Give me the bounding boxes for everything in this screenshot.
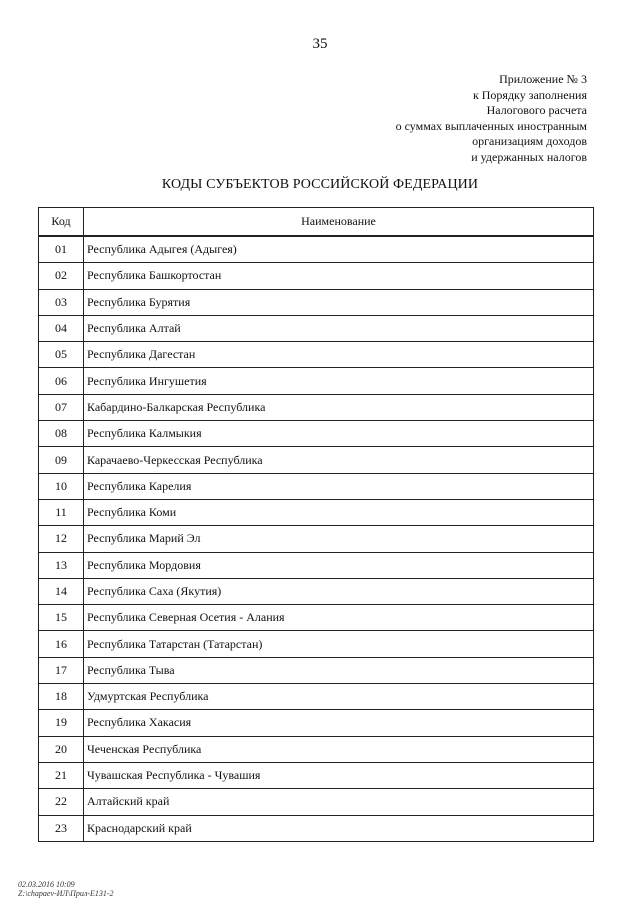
region-name-cell: Республика Дагестан [84, 342, 594, 368]
table-row [39, 236, 594, 263]
region-name-cell: Республика Мордовия [84, 552, 594, 578]
region-code-cell: 07 [39, 394, 84, 420]
region-code-cell: 03 [39, 289, 84, 315]
appendix-header [396, 72, 587, 166]
region-code-cell: 20 [39, 736, 84, 762]
region-code-cell: 22 [39, 789, 84, 815]
region-name-cell: Республика Тыва [84, 657, 594, 683]
region-name-cell: Удмуртская Республика [84, 684, 594, 710]
region-name-cell: Республика Алтай [84, 315, 594, 341]
region-name-cell: Республика Ингушетия [84, 368, 594, 394]
region-code-cell: 21 [39, 762, 84, 788]
appendix-line: организациям доходов [472, 134, 587, 149]
footer-stamp [18, 880, 114, 898]
table-row [39, 315, 594, 341]
region-name-cell: Республика Бурятия [84, 289, 594, 315]
region-name-cell: Республика Башкортостан [84, 263, 594, 289]
table-row [39, 552, 594, 578]
table-row [39, 421, 594, 447]
table-row [39, 342, 594, 368]
table-row [39, 368, 594, 394]
region-code-cell: 04 [39, 315, 84, 341]
appendix-line: к Порядку заполнения [472, 87, 587, 102]
table-header-row [39, 208, 594, 237]
region-name-cell: Чувашская Республика - Чувашия [84, 762, 594, 788]
page-number: 35 [312, 36, 328, 52]
region-code-cell: 08 [39, 421, 84, 447]
footer-file-path: Z:\chapaev-ИЛ\Прил-Е131-2 [18, 889, 114, 898]
table-row [39, 684, 594, 710]
region-code-cell: 10 [39, 473, 84, 499]
region-code-cell: 13 [39, 552, 84, 578]
table-body [39, 236, 594, 841]
document-title: КОДЫ СУБЪЕКТОВ РОССИЙСКОЙ ФЕДЕРАЦИИ [161, 177, 479, 192]
region-name-cell: Кабардино-Балкарская Республика [84, 394, 594, 420]
region-code-cell: 11 [39, 499, 84, 525]
table-row [39, 263, 594, 289]
table-row [39, 710, 594, 736]
table-row [39, 526, 594, 552]
table-row [39, 815, 594, 841]
table-row [39, 394, 594, 420]
table-row [39, 447, 594, 473]
region-name-cell: Республика Карелия [84, 473, 594, 499]
table-row [39, 657, 594, 683]
region-code-cell: 06 [39, 368, 84, 394]
table-row [39, 762, 594, 788]
region-name-cell: Республика Хакасия [84, 710, 594, 736]
column-header-code: Код [39, 208, 84, 237]
region-codes-table [38, 207, 594, 842]
footer-timestamp: 02.03.2016 10:09 [18, 880, 75, 889]
region-code-cell: 17 [39, 657, 84, 683]
region-code-cell: 16 [39, 631, 84, 657]
table-row [39, 473, 594, 499]
region-name-cell: Республика Саха (Якутия) [84, 578, 594, 604]
region-code-cell: 18 [39, 684, 84, 710]
region-code-cell: 15 [39, 605, 84, 631]
column-header-name: Наименование [84, 208, 594, 237]
region-code-cell: 01 [39, 236, 84, 263]
table-row [39, 789, 594, 815]
region-code-cell: 23 [39, 815, 84, 841]
table-row [39, 289, 594, 315]
table-row [39, 578, 594, 604]
region-name-cell: Чеченская Республика [84, 736, 594, 762]
table-row [39, 736, 594, 762]
region-name-cell: Республика Марий Эл [84, 526, 594, 552]
appendix-line: о суммах выплаченных иностранным [395, 118, 587, 133]
appendix-line: и удержанных налогов [471, 149, 587, 164]
region-name-cell: Карачаево-Черкесская Республика [84, 447, 594, 473]
region-code-cell: 14 [39, 578, 84, 604]
appendix-line: Приложение № 3 [499, 72, 587, 86]
region-name-cell: Краснодарский край [84, 815, 594, 841]
region-code-cell: 09 [39, 447, 84, 473]
table-row [39, 631, 594, 657]
table-row [39, 499, 594, 525]
region-code-cell: 05 [39, 342, 84, 368]
region-name-cell: Республика Северная Осетия - Алания [84, 605, 594, 631]
region-name-cell: Алтайский край [84, 789, 594, 815]
region-code-cell: 02 [39, 263, 84, 289]
region-code-cell: 12 [39, 526, 84, 552]
region-name-cell: Республика Калмыкия [84, 421, 594, 447]
region-name-cell: Республика Татарстан (Татарстан) [84, 631, 594, 657]
appendix-line: Налогового расчета [486, 103, 587, 118]
table-row [39, 605, 594, 631]
region-code-cell: 19 [39, 710, 84, 736]
region-name-cell: Республика Адыгея (Адыгея) [84, 236, 594, 263]
region-name-cell: Республика Коми [84, 499, 594, 525]
